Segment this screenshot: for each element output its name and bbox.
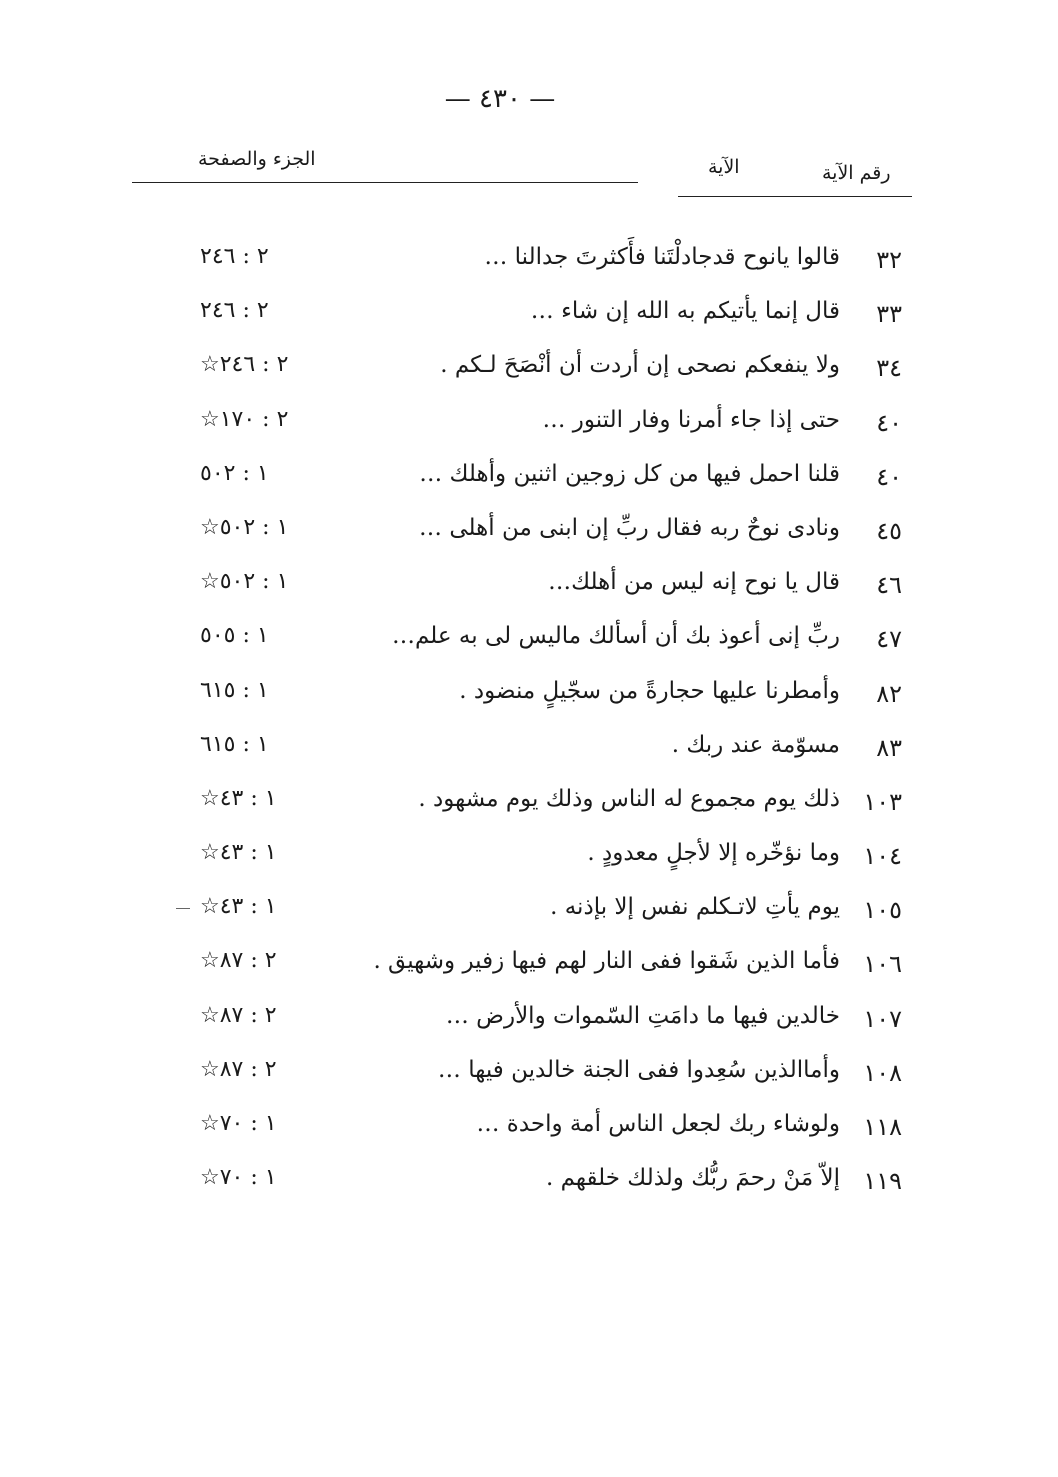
verse-text: وأماالذين سُعِدوا ففى الجنة خالدين فيها … xyxy=(437,1056,840,1083)
table-row xyxy=(0,1161,1058,1215)
verse-number: ١٠٣ xyxy=(863,787,902,816)
table-row xyxy=(0,348,1058,402)
volume-page-ref: ٢ : ٨٧☆ xyxy=(200,948,277,974)
verse-text: مسوّمة عند ربك . xyxy=(671,731,840,758)
table-row xyxy=(0,1053,1058,1107)
verse-text: ولوشاء ربك لجعل الناس أمة واحدة … xyxy=(476,1111,840,1137)
verse-number: ٣٢ xyxy=(876,246,902,274)
verse-number: ٤٠ xyxy=(876,408,902,437)
verse-text: قال يا نوح إنه ليس من أهلك… xyxy=(548,569,840,596)
verse-number: ١٠٧ xyxy=(863,1004,902,1033)
verse-number: ٤٦ xyxy=(876,571,902,600)
verse-text: ونادى نوحٌ ربه فقال ربِّ إن ابنى من أهلى … xyxy=(419,514,840,541)
header-rule-right xyxy=(678,196,912,197)
verse-text: قلنا احمل فيها من كل زوجين اثنين وأهلك … xyxy=(419,460,840,487)
table-row xyxy=(0,294,1058,348)
verse-text: قال إنما يأتيكم به الله إن شاء … xyxy=(530,298,840,325)
volume-page-ref: ١ : ٥٠٥ xyxy=(200,623,269,649)
verse-number: ٨٣ xyxy=(876,733,902,762)
volume-page-ref: ٢ : ٢٤٦ xyxy=(200,298,269,324)
verse-text: فأما الذين شَقوا ففى النار لهم فيها زفير وشهيق . xyxy=(373,948,840,975)
verse-number: ٣٤ xyxy=(876,354,902,383)
table-row xyxy=(0,240,1058,294)
table-row xyxy=(0,511,1058,565)
table-row xyxy=(0,944,1058,998)
verse-text: قالوا يانوح قدجادلْتَنا فأَكثرتَ جدالنا … xyxy=(484,244,840,270)
verse-text: وأمطرنا عليها حجارةً من سجّيلٍ منضود . xyxy=(459,677,840,704)
verse-text: يوم يأتِ لاتـكلم نفس إلا بإذنه . xyxy=(550,894,840,921)
table-row xyxy=(0,619,1058,673)
table-row xyxy=(0,565,1058,619)
verse-text: خالدين فيها ما دامَتِ السّموات والأرض … xyxy=(445,1002,840,1029)
header-rule-left xyxy=(132,182,638,183)
verse-text: إلاّ مَنْ رحمَ ربُّك ولذلك خلقهم . xyxy=(546,1165,840,1192)
volume-page-ref: ١ : ٧٠☆ xyxy=(200,1111,277,1136)
table-row xyxy=(0,782,1058,836)
table-row xyxy=(0,836,1058,890)
volume-page-ref: ١ : ٤٣☆ xyxy=(200,894,277,920)
volume-page-ref: ١ : ٧٠☆ xyxy=(200,1165,277,1191)
table-row xyxy=(0,1107,1058,1161)
table-row xyxy=(0,999,1058,1053)
table-row xyxy=(0,403,1058,457)
volume-page-ref: ١ : ٤٣☆ xyxy=(200,840,277,866)
verse-text: ذلك يوم مجموع له الناس وذلك يوم مشهود . xyxy=(418,785,840,812)
verse-number: ٤٠ xyxy=(876,462,902,491)
header-volume-page: الجزء والصفحة xyxy=(198,148,316,170)
volume-page-ref: ٢ : ٢٤٦☆ xyxy=(200,352,289,378)
table-row xyxy=(0,457,1058,511)
volume-page-ref: ١ : ٥٠٢☆ xyxy=(200,514,289,540)
verse-number: ١١٩ xyxy=(863,1167,902,1196)
verse-text: ربِّ إنى أعوذ بك أن أسألك ماليس لى به علم… xyxy=(391,623,840,650)
verse-number: ١٠٤ xyxy=(863,842,902,871)
verse-text: حتى إذا جاء أمرنا وفار التنور … xyxy=(542,406,840,433)
verse-text: ولا ينفعكم نصحى إن أردت أن أنْصَحَ لـكم . xyxy=(440,352,840,379)
verse-number: ١٠٦ xyxy=(863,950,902,979)
verse-text: وما نؤخّره إلا لأجلٍ معدودٍ . xyxy=(587,840,840,867)
volume-page-ref: ٢ : ١٧٠☆ xyxy=(200,406,289,432)
volume-page-ref: ٢ : ٨٧☆ xyxy=(200,1002,277,1028)
volume-page-ref: ٢ : ٨٧☆ xyxy=(200,1056,277,1082)
header-verse-number: رقم الآية xyxy=(822,162,891,184)
margin-mark xyxy=(176,908,190,909)
volume-page-ref: ١ : ٥٠٢☆ xyxy=(200,569,289,595)
verse-number: ١٠٨ xyxy=(863,1058,902,1087)
table-row xyxy=(0,890,1058,944)
table-row xyxy=(0,674,1058,728)
verse-number: ٤٥ xyxy=(876,516,902,545)
verse-number: ١١٨ xyxy=(863,1113,902,1141)
volume-page-ref: ٢ : ٢٤٦ xyxy=(200,244,269,269)
verse-number: ١٠٥ xyxy=(863,896,902,925)
volume-page-ref: ١ : ٥٠٢ xyxy=(200,460,269,486)
index-table xyxy=(0,240,1058,1215)
table-row xyxy=(0,728,1058,782)
verse-number: ٨٢ xyxy=(876,679,902,708)
header-verse: الآية xyxy=(708,156,740,178)
verse-number: ٤٧ xyxy=(876,625,902,654)
verse-number: ٣٣ xyxy=(876,300,902,329)
volume-page-ref: ١ : ٦١٥ xyxy=(200,677,269,703)
page-number: — ٤٣٠ — xyxy=(444,84,556,114)
volume-page-ref: ١ : ٦١٥ xyxy=(200,731,269,757)
volume-page-ref: ١ : ٤٣☆ xyxy=(200,785,277,811)
